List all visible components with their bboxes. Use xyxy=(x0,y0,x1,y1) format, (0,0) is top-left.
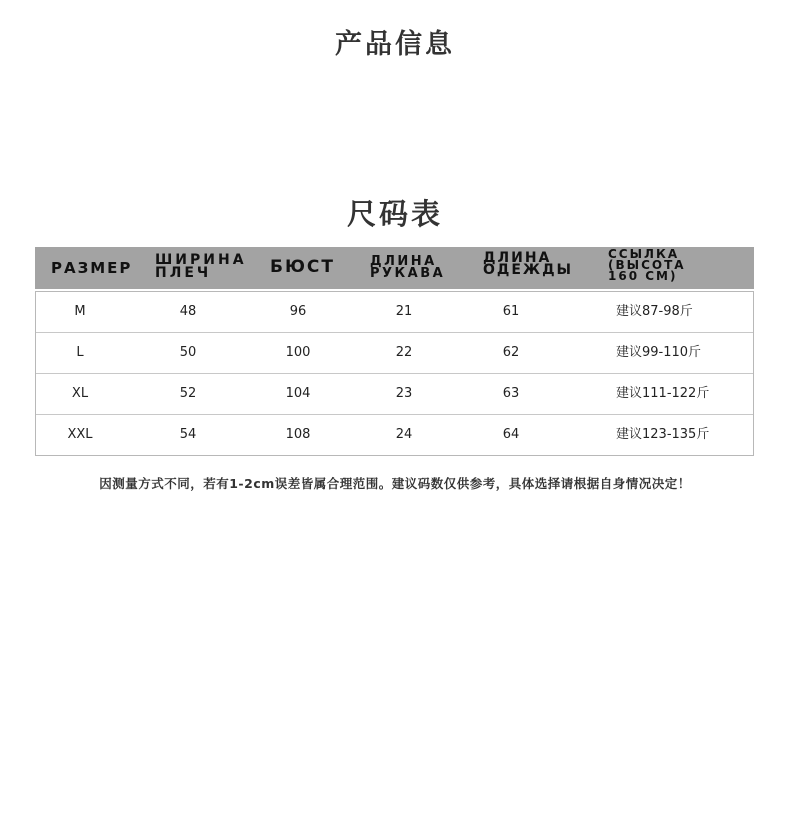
header-garment-length: ДЛИНА ОДЕЖДЫ xyxy=(483,250,574,278)
header-shoulder-width: ШИРИНА ПЛЕЧ xyxy=(155,252,247,281)
cell-reference: 建议87-98斤 xyxy=(616,304,693,319)
cell-length: 61 xyxy=(502,304,520,319)
size-chart-title: 尺码表 xyxy=(346,197,443,231)
header-sleeve-length: ДЛИНА РУКАВА xyxy=(370,254,446,281)
cell-sleeve: 23 xyxy=(395,386,413,401)
cell-size: XL xyxy=(71,386,89,401)
cell-sleeve: 21 xyxy=(395,304,413,319)
cell-bust: 104 xyxy=(285,386,311,401)
header-bust: БЮСТ xyxy=(270,257,335,277)
cell-size: XXL xyxy=(67,427,93,442)
cell-shoulder: 50 xyxy=(179,345,197,360)
cell-length: 62 xyxy=(502,345,520,360)
cell-shoulder: 54 xyxy=(179,427,197,442)
table-body xyxy=(35,291,754,456)
cell-sleeve: 24 xyxy=(395,427,413,442)
cell-sleeve: 22 xyxy=(395,345,413,360)
cell-bust: 96 xyxy=(289,304,307,319)
cell-reference: 建议111-122斤 xyxy=(616,386,710,401)
table-row xyxy=(36,374,753,415)
table-row xyxy=(36,292,753,333)
measurement-note: 因测量方式不同，若有1-2cm误差皆属合理范围。建议码数仅供参考，具体选择请根据自身情况决定！ xyxy=(99,476,691,491)
header-size: РАЗМЕР xyxy=(51,259,133,277)
cell-bust: 108 xyxy=(285,427,311,442)
cell-bust: 100 xyxy=(285,345,311,360)
product-info-title: 产品信息 xyxy=(335,29,455,60)
cell-size: M xyxy=(74,304,86,319)
table-header xyxy=(35,247,754,289)
cell-reference: 建议123-135斤 xyxy=(616,427,710,442)
cell-length: 64 xyxy=(502,427,520,442)
cell-shoulder: 48 xyxy=(179,304,197,319)
cell-reference: 建议99-110斤 xyxy=(616,345,702,360)
table-row xyxy=(36,333,753,374)
header-reference: ССЫЛКА (ВЫСОТА 160 СМ) xyxy=(608,247,686,283)
table-row xyxy=(36,415,753,455)
cell-size: L xyxy=(76,345,84,360)
cell-shoulder: 52 xyxy=(179,386,197,401)
cell-length: 63 xyxy=(502,386,520,401)
size-table xyxy=(35,247,754,456)
